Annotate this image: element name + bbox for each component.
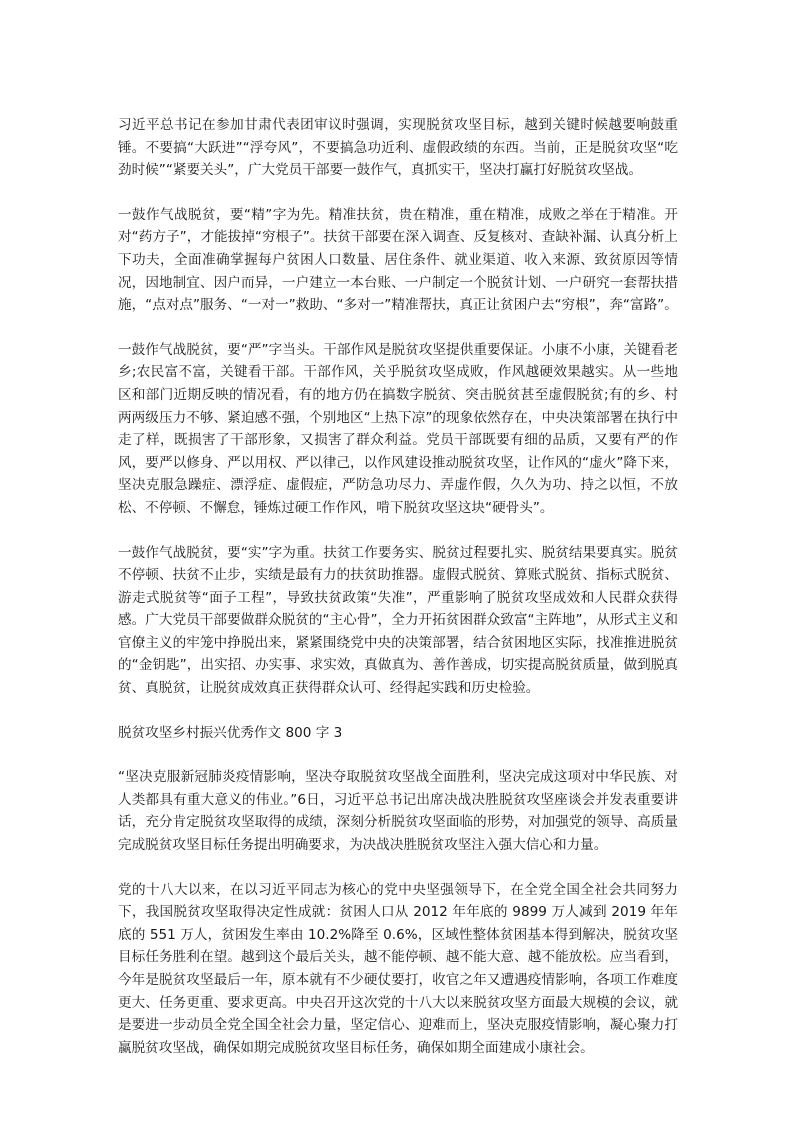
paragraph-shi: 一鼓作气战脱贫，要“实”字为重。扶贫工作要务实、脱贫过程要扎实、脱贫结果要真实。脱贫不停顿、扶贫不止步，实绩是最有力的扶贫助推器。虚假式脱贫、算账式脱贫、指标式脱贫、游走式脱贫等“面子工程”，导致扶贫政策“失准”，严重影响了脱贫攻坚成效和人民群众获得感。广大党员干部要做群众脱贫的“主心骨”，全力开拓贫困群众致富“主阵地”，从形式主义和官僚主义的牢笼中挣脱出来，紧紧围绕党中央的决策部署，结合贫困地区实际，找准推进脱贫的“金钥匙”，出实招、办实事、求实效，真做真为、善作善成，切实提高脱贫质量，做到脱真贫、真脱贫，让脱贫成效真正获得群众认可、经得起实践和历史检验。 — [118, 544, 678, 697]
paragraph-achievements: 党的十八大以来，在以习近平同志为核心的党中央坚强领导下，在全党全国全社会共同努力下，我国脱贫攻坚取得决定性成就：贫困人口从 2012 年年底的 9899 万人减到 2019 年年底的 551 万人，贫困发生率由 10.2%降至 0.6%，区域性整体贫困基本得到解决，脱贫攻坚目标任务胜利在望。越到这个最后关头，越不能停顿、越不能大意、越不能放松。应当看到，今年是脱贫攻坚最后一年，原本就有不少硬仗要打，收官之年又遭遇疫情影响，各项工作难度更大、任务更重、要求更高。中央召开这次党的十八大以来脱贫攻坚方面最大规模的会议，就是要进一步动员全党全国全社会力量，坚定信心、迎难而上，坚决克服疫情影响，凝心聚力打赢脱贫攻坚战，确保如期完成脱贫攻坚目标任务，确保如期全面建成小康社会。 — [118, 881, 678, 1056]
paragraph-intro: 习近平总书记在参加甘肃代表团审议时强调，实现脱贫攻坚目标，越到关键时候越要响鼓重锤。不要搞“大跃进”“浮夸风”，不要搞急功近利、虚假政绩的东西。当前，正是脱贫攻坚“吃劲时候”“紧要关头”，广大党员干部要一鼓作气，真抓实干，坚决打赢打好脱贫攻坚战。 — [118, 117, 678, 179]
document-body — [118, 114, 678, 1081]
paragraph-quote: “坚决克服新冠肺炎疫情影响，坚决夺取脱贫攻坚战全面胜利，坚决完成这项对中华民族、对人类都具有重大意义的伟业。”6日，习近平总书记出席决战决胜脱贫攻坚座谈会并发表重要讲话，充分肯定脱贫攻坚取得的成绩，深刻分析脱贫攻坚面临的形势，对加强党的领导、高质量完成脱贫攻坚目标任务提出明确要求，为决战决胜脱贫攻坚注入强大信心和力量。 — [118, 769, 678, 854]
paragraph-yan: 一鼓作气战脱贫，要“严”字当头。干部作风是脱贫攻坚提供重要保证。小康不小康，关键看老乡;农民富不富，关键看干部。干部作风，关乎脱贫攻坚成败，作风越硬效果越实。从一些地区和部门近期反映的情况看，有的地方仍在搞数字脱贫、突击脱贫甚至虚假脱贫;有的乡、村两两级压力不够、紧迫感不强，个别地区“上热下凉”的现象依然存在，中央决策部署在执行中走了样，既损害了干部形象，又损害了群众利益。党员干部既要有细的品质，又要有严的作风，要严以修身、严以用权、严以律己，以作风建设推动脱贫攻坚，让作风的“虚火”降下来，坚决克服急躁症、漂浮症、虚假症，严防急功尽力、弄虚作假，久久为功、持之以恒，不放松、不停顿、不懈怠，锤炼过硬工作作风，啃下脱贫攻坚这块“硬骨头”。 — [118, 341, 678, 516]
paragraph-jing: 一鼓作气战脱贫，要“精”字为先。精准扶贫，贵在精准，重在精准，成败之举在于精准。开对“药方子”，才能拔掉“穷根子”。扶贫干部要在深入调查、反复核对、查缺补漏、认真分析上下功夫，全面准确掌握每户贫困人口数量、居住条件、就业渠道、收入来源、致贫原因等情况，因地制宜、因户而异，一户建立一本台账、一户制定一个脱贫计划、一户研究一套帮扶措施，“点对点”服务、“一对一”救助、“多对一”精准帮扶，真正让贫困户去“穷根”，奔“富路”。 — [118, 206, 678, 314]
section-heading: 脱贫攻坚乡村振兴优秀作文 800 字 3 — [118, 724, 343, 741]
